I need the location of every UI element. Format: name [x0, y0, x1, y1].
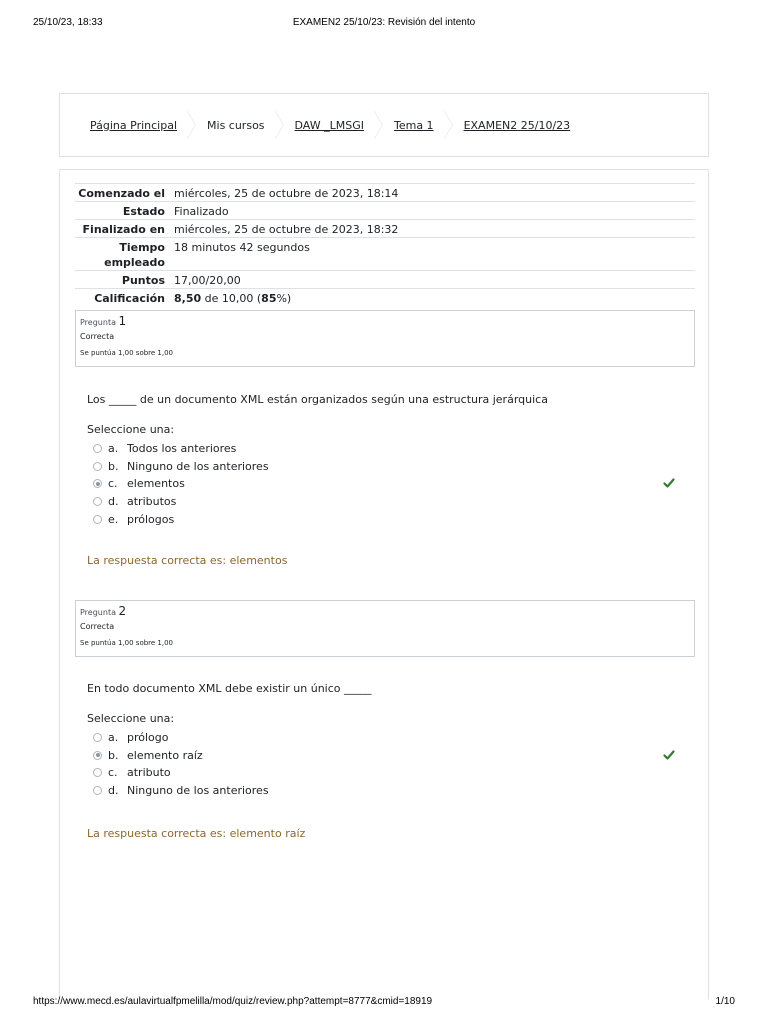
option-text: Ninguno de los anteriores [127, 459, 269, 473]
question-number-value: 2 [118, 604, 127, 618]
quiz-review-region [59, 169, 709, 999]
correct-check-icon [663, 749, 675, 761]
radio-button[interactable] [93, 515, 102, 524]
breadcrumb-my-courses[interactable]: Mis cursos [207, 118, 265, 132]
summary-label: Finalizado en [82, 223, 165, 236]
question-label: Pregunta [80, 318, 116, 327]
option-text: elemento raíz [127, 748, 203, 762]
summary-row-started [75, 183, 695, 201]
option-letter: c. [108, 477, 118, 491]
question-text: Los _____ de un documento XML están organizados según una estructura jerárquica [87, 393, 548, 406]
question-state: Correcta [80, 332, 115, 341]
breadcrumb-separator [275, 110, 285, 140]
option-text: prólogos [127, 512, 175, 526]
answer-option-a[interactable] [87, 729, 687, 747]
option-text: Ninguno de los anteriores [127, 784, 269, 798]
summary-label: Comenzado el [78, 187, 165, 200]
grade-max: de 10,00 ( [201, 292, 262, 305]
option-letter: a. [108, 731, 119, 745]
breadcrumb-separator [374, 110, 384, 140]
summary-value: miércoles, 25 de octubre de 2023, 18:32 [174, 223, 399, 236]
question-1-right-answer: La respuesta correcta es: elementos [87, 554, 288, 567]
question-label: Pregunta [80, 608, 116, 617]
breadcrumb-separator [444, 110, 454, 140]
question-grade: Se puntúa 1,00 sobre 1,00 [80, 349, 174, 357]
summary-value: 18 minutos 42 segundos [174, 241, 310, 254]
breadcrumb-container [59, 93, 709, 157]
answer-option-d[interactable] [87, 493, 687, 511]
question-2-right-answer: La respuesta correcta es: elemento raíz [87, 827, 306, 840]
answer-option-b[interactable] [87, 747, 687, 765]
print-datetime: 25/10/23, 18:33 [33, 17, 103, 28]
summary-row-finished [75, 219, 695, 237]
radio-button[interactable] [93, 786, 102, 795]
breadcrumb-home-link[interactable]: Página Principal [90, 118, 178, 132]
summary-label: Estado [122, 205, 165, 218]
answer-option-c[interactable] [87, 764, 687, 782]
print-url: https://www.mecd.es/aulavirtualfpmelilla/mod/quiz/review.php?attempt=8777&cmid=18919 [33, 996, 433, 1007]
option-letter: d. [108, 784, 119, 798]
summary-row-state [75, 201, 695, 219]
breadcrumb-topic-link[interactable]: Tema 1 [393, 118, 434, 132]
question-number [80, 605, 690, 619]
print-header [0, 17, 768, 31]
answer-option-d[interactable] [87, 782, 687, 800]
time-label-line1: Tiempo [119, 241, 165, 254]
option-text: Todos los anteriores [127, 442, 237, 456]
print-page-number: 1/10 [715, 996, 735, 1007]
answer-prompt: Seleccione una: [87, 712, 175, 725]
option-letter: c. [108, 766, 118, 780]
grade-percent: 85 [261, 292, 277, 305]
radio-button[interactable] [93, 768, 102, 777]
option-letter: b. [108, 459, 119, 473]
time-label-line2: empleado [104, 256, 165, 269]
summary-value: 17,00/20,00 [174, 274, 241, 287]
answer-option-c[interactable] [87, 475, 687, 493]
summary-row-grade [75, 288, 695, 306]
option-letter: d. [108, 495, 119, 509]
option-letter: b. [108, 748, 119, 762]
summary-row-points [75, 270, 695, 288]
answer-list [87, 729, 687, 799]
option-text: prólogo [127, 731, 169, 745]
breadcrumb [90, 118, 570, 132]
summary-value: Finalizado [174, 205, 229, 218]
radio-button-selected[interactable] [93, 751, 102, 760]
option-letter: a. [108, 442, 119, 456]
summary-value [174, 291, 695, 306]
question-2-info [75, 600, 695, 657]
summary-label: Calificación [94, 292, 165, 305]
grade-score: 8,50 [174, 292, 202, 305]
question-1-content [87, 393, 687, 528]
option-text: atributo [127, 766, 171, 780]
answer-option-a[interactable] [87, 440, 687, 458]
answer-option-b[interactable] [87, 458, 687, 476]
breadcrumb-course-link[interactable]: DAW _LMSGI [294, 118, 364, 132]
question-1-info [75, 310, 695, 367]
correct-check-icon [663, 477, 675, 489]
answer-list [87, 440, 687, 528]
attempt-summary-table [75, 183, 695, 306]
breadcrumb-separator [187, 110, 197, 140]
radio-button-selected[interactable] [93, 479, 102, 488]
answer-prompt: Seleccione una: [87, 423, 175, 436]
question-grade: Se puntúa 1,00 sobre 1,00 [80, 639, 174, 647]
grade-percent-sign: %) [276, 292, 292, 305]
summary-label: Puntos [121, 274, 165, 287]
summary-value: miércoles, 25 de octubre de 2023, 18:14 [174, 187, 399, 200]
option-text: atributos [127, 495, 177, 509]
question-state: Correcta [80, 622, 115, 631]
radio-button[interactable] [93, 497, 102, 506]
question-number-value: 1 [118, 314, 127, 328]
radio-button[interactable] [93, 733, 102, 742]
option-letter: e. [108, 512, 119, 526]
question-number [80, 315, 690, 329]
option-text: elementos [127, 477, 185, 491]
radio-button[interactable] [93, 462, 102, 471]
answer-option-e[interactable] [87, 510, 687, 528]
question-text: En todo documento XML debe existir un único _____ [87, 682, 372, 695]
summary-row-time [75, 237, 695, 270]
summary-label [75, 240, 174, 270]
print-title: EXAMEN2 25/10/23: Revisión del intento [292, 17, 476, 28]
breadcrumb-quiz-link[interactable]: EXAMEN2 25/10/23 [463, 118, 571, 132]
radio-button[interactable] [93, 444, 102, 453]
question-2-content [87, 682, 687, 799]
